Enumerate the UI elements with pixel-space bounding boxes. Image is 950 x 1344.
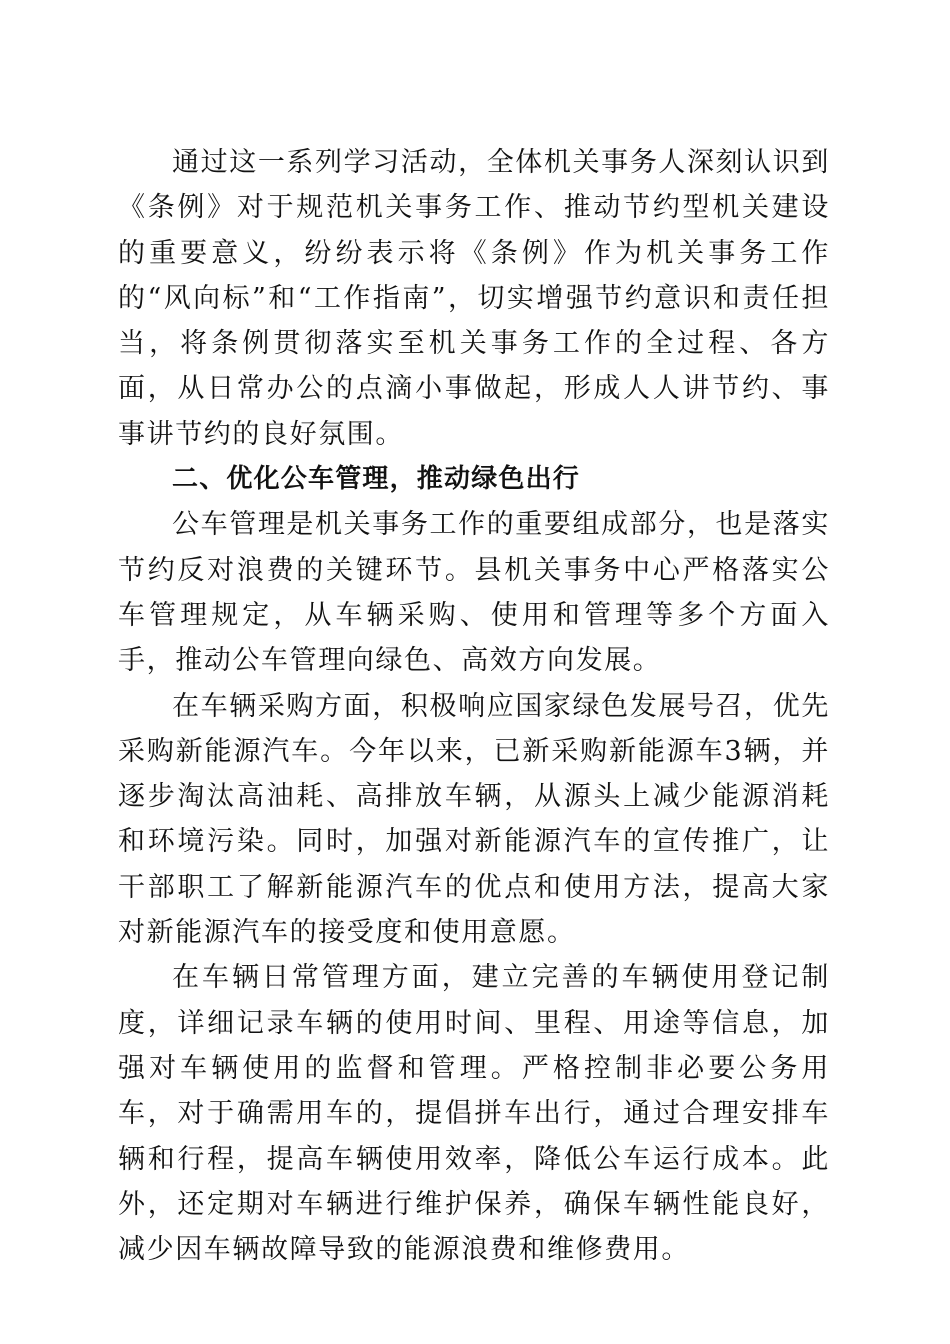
document-body <box>118 140 830 1272</box>
paragraph-study-outcome: 通过这一系列学习活动，全体机关事务人深刻认识到《条例》对于规范机关事务工作、推动节约型机关建设的重要意义，纷纷表示将《条例》作为机关事务工作的“风向标”和“工作指南”，切实增强节约意识和责任担当，将条例贯彻落实至机关事务工作的全过程、各方面，从日常办公的点滴小事做起，形成人人讲节约、事事讲节约的良好氛围。 <box>118 147 830 450</box>
paragraph-vehicle-daily-management: 在车辆日常管理方面，建立完善的车辆使用登记制度，详细记录车辆的使用时间、里程、用途等信息，加强对车辆使用的监督和管理。严格控制非必要公务用车，对于确需用车的，提倡拼车出行，通过合理安排车辆和行程，提高车辆使用效率，降低公车运行成本。此外，还定期对车辆进行维护保养，确保车辆性能良好，减少因车辆故障导致的能源浪费和维修费用。 <box>118 962 830 1266</box>
section-heading-vehicle-management: 二、优化公车管理，推动绿色出行 <box>172 464 581 495</box>
paragraph-vehicle-procurement: 在车辆采购方面，积极响应国家绿色发展号召，优先采购新能源汽车。今年以来，已新采购新能源车3辆，并逐步淘汰高油耗、高排放车辆，从源头上减少能源消耗和环境污染。同时，加强对新能源汽车的宣传推广，让干部职工了解新能源汽车的优点和使用方法，提高大家对新能源汽车的接受度和使用意愿。 <box>118 690 830 949</box>
paragraph-vehicle-intro: 公车管理是机关事务工作的重要组成部分，也是落实节约反对浪费的关键环节。县机关事务中心严格落实公车管理规定，从车辆采购、使用和管理等多个方面入手，推动公车管理向绿色、高效方向发展。 <box>118 509 830 677</box>
